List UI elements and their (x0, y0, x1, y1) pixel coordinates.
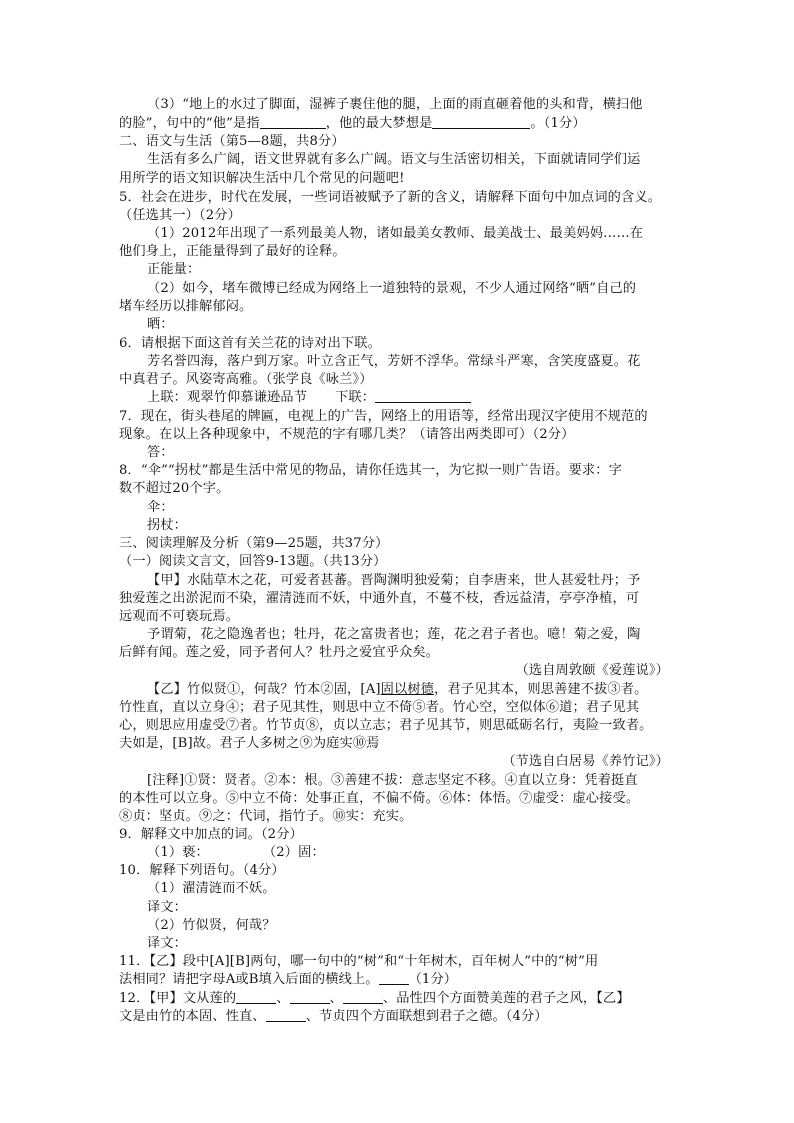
q9-item2[interactable]: （2）固： (262, 845, 325, 860)
q5-item2-answer[interactable]: 晒： (147, 317, 174, 332)
jia-p1-line2: 独爱莲之出淤泥而不染，濯清涟而不妖，中通外直，不蔓不枝，香远益清，亭亭净植，可 (119, 591, 640, 606)
q12-text-a: 12．【甲】文从莲的 (119, 991, 237, 1006)
notes-line3: ⑧贞：坚贞。⑨之：代词，指竹子。⑩实：充实。 (119, 809, 413, 824)
q3-blank-1[interactable] (260, 116, 326, 129)
section2-intro-2: 用所学的语文知识解决生活中几个常见的问题吧! (119, 171, 405, 186)
q5-stem-1: 5．社会在进步，时代在发展，一些词语被赋予了新的含义，请解释下面句中加点词的含义。 (119, 190, 662, 205)
jia-p2-line2: 后鲜有闻。莲之爱，同予者何人？牡丹之爱宜乎众矣。 (119, 645, 440, 660)
q6-lower: 下联： (335, 390, 376, 405)
q11-blank[interactable] (379, 972, 409, 985)
q12-text-d: 、节贞四个方面联想到君子之德。（4分） (305, 1009, 548, 1024)
q3-line1: （3）“地上的水过了脚面，湿裤子裹住他的腿，上面的雨直砸着他的头和背，横扫他 (147, 97, 643, 112)
yi-source: （节选自白居易《养竹记》） (502, 754, 669, 769)
q8-opt-cane[interactable]: 拐杖： (147, 518, 188, 533)
q10-trans2[interactable]: 译文： (147, 936, 188, 951)
jia-p1-line1: 【甲】水陆草木之花，可爱者甚蕃。晋陶渊明独爱菊；自李唐来，世人甚爱牡丹；予 (147, 573, 641, 588)
yi-line3: 心，则思应用虚受⑦者。竹节贞⑧，贞以立志；君子见其节，则思砥砺名行，夷险一致者。 (119, 718, 653, 733)
notes-line2: 的本性可以立身。⑤中立不倚：处事正直，不偏不倚。⑥体：体悟。⑦虚受：虚心接受。 (119, 791, 640, 806)
q5-item1-line1: （1）2012年出现了一系列最美人物，诸如最美女教师、最美战士、最美妈妈……在 (147, 226, 644, 241)
section3-heading: 三、阅读理解及分析（第9—25题，共37分） (119, 536, 389, 551)
q11-text-b: （1分） (408, 972, 458, 987)
q6-poem-1: 芳名誉四海，落户到万家。叶立含正气，芳妍不浮华。常绿斗严寒，含笑度盛夏。花 (147, 354, 641, 369)
q3-line2 (119, 116, 679, 132)
q5-stem-2: （任选其一）（2分） (119, 208, 241, 223)
q5-item2-line2: 堵车经历以排解郁闷。 (119, 299, 253, 314)
q11-text-a: 法相同？请把字母A或B填入后面的横线上。 (119, 972, 379, 987)
q5-item1-line2: 他们身上，正能量得到了最好的诠释。 (119, 244, 346, 259)
q8-stem-2: 数不超过20个字。 (119, 481, 230, 496)
q11-line1: 11．【乙】段中[A][B]两句，哪一句中的“树”和“十年树木，百年树人”中的“树”用 (119, 954, 599, 969)
q9-stem: 9．解释文中加点的词。（2分） (119, 827, 303, 842)
q12-text-c: 文是由竹的本固、性直、 (119, 1009, 266, 1024)
q3-text-c: 。（1分） (530, 116, 586, 131)
jia-p1-line3: 远观而不可亵玩焉。 (119, 609, 240, 624)
q6-lower-blank[interactable] (375, 390, 471, 403)
q10-item1: （1）濯清涟而不妖。 (147, 881, 276, 896)
notes-line1: [注释]①贤：贤者。②本：根。③善建不拔：意志坚定不移。④直以立身：凭着挺直 (147, 773, 638, 788)
q11-line2 (119, 972, 679, 988)
section2-intro-1: 生活有多么广阔，语文世界就有多么广阔。语文与生活密切相关，下面就请同学们运 (147, 152, 641, 167)
yi-line1-a: 【乙】竹似贤①，何哉？竹本②固，[A] (147, 682, 381, 697)
q6-poem-2: 中真君子。风姿寄高雅。（张学良《咏兰》） (119, 372, 373, 387)
q5-item2-line1: （2）如今，堵车微博已经成为网络上一道独特的景观，不少人通过网络“晒”自己的 (147, 281, 637, 296)
q12-blank-2[interactable] (290, 991, 330, 1004)
q10-trans1[interactable]: 译文： (147, 900, 188, 915)
q10-stem: 10．解释下列语句。（4分） (119, 863, 285, 878)
q7-stem-1: 7．现在，街头巷尾的牌匾，电视上的广告，网络上的用语等，经常出现汉字使用不规范的 (119, 409, 648, 424)
yi-line2: 竹性直，直以立身④；君子见其性，则思中立不倚⑤者。竹心空，空似体⑥道；君子见其 (119, 700, 640, 715)
q12-blank-4[interactable] (266, 1009, 306, 1022)
q7-stem-2: 现象。在以上各种现象中，不规范的字有哪几类？（请答出两类即可）（2分） (119, 427, 575, 442)
yi-line1-b: ，君子见其本，则思善建不拔③者。 (434, 682, 648, 697)
q5-item1-answer[interactable]: 正能量： (147, 262, 201, 277)
q8-opt-umbrella[interactable]: 伞： (147, 500, 174, 515)
yi-line4: 夫如是，[B]故。君子人多树之⑨为庭实⑩焉 (119, 736, 380, 751)
section2-heading: 二、语文与生活（第5—8题，共8分） (119, 134, 345, 149)
q12-blank-3[interactable] (343, 991, 383, 1004)
q10-item2: （2）竹似贤，何哉？ (147, 918, 276, 933)
q8-stem-1: 8．“伞”“拐杖”都是生活中常见的物品，请你任选其一，为它拟一则广告语。要求：字 (119, 463, 622, 478)
q12-line1: 12．【甲】文从莲的 、 、 、品性四个方面赞美莲的君子之风，【乙】 (119, 991, 630, 1006)
q7-answer[interactable]: 答： (147, 445, 174, 460)
section3-sub1: （一）阅读文言文，回答9-13题。（共13分） (119, 554, 387, 569)
yi-line1 (147, 682, 707, 698)
jia-p2-line1: 予谓菊，花之隐逸者也；牡丹，花之富贵者也；莲，花之君子者也。噫！菊之爱，陶 (147, 627, 641, 642)
q3-blank-2[interactable] (432, 116, 530, 129)
q12-text-b: 、品性四个方面赞美莲的君子之风，【乙】 (382, 991, 630, 1006)
q12-line2 (119, 1009, 679, 1025)
jia-source: （选自周敦颐《爱莲说》） (515, 663, 669, 678)
q3-text-a: 的脸”，句中的“他”是指 (119, 116, 260, 131)
q6-stem: 6．请根据下面这首有关兰花的诗对出下联。 (119, 336, 381, 351)
q9-item1[interactable]: （1）亵： (147, 845, 209, 860)
q9-items (147, 845, 707, 861)
q12-blank-1[interactable] (236, 991, 276, 1004)
yi-line1-underlined: 固以树德 (380, 682, 435, 697)
q6-couplet (147, 390, 707, 406)
q3-text-b: ，他的最大梦想是 (325, 116, 433, 131)
q6-upper: 上联：观翠竹仰慕谦逊品节 (147, 390, 308, 405)
